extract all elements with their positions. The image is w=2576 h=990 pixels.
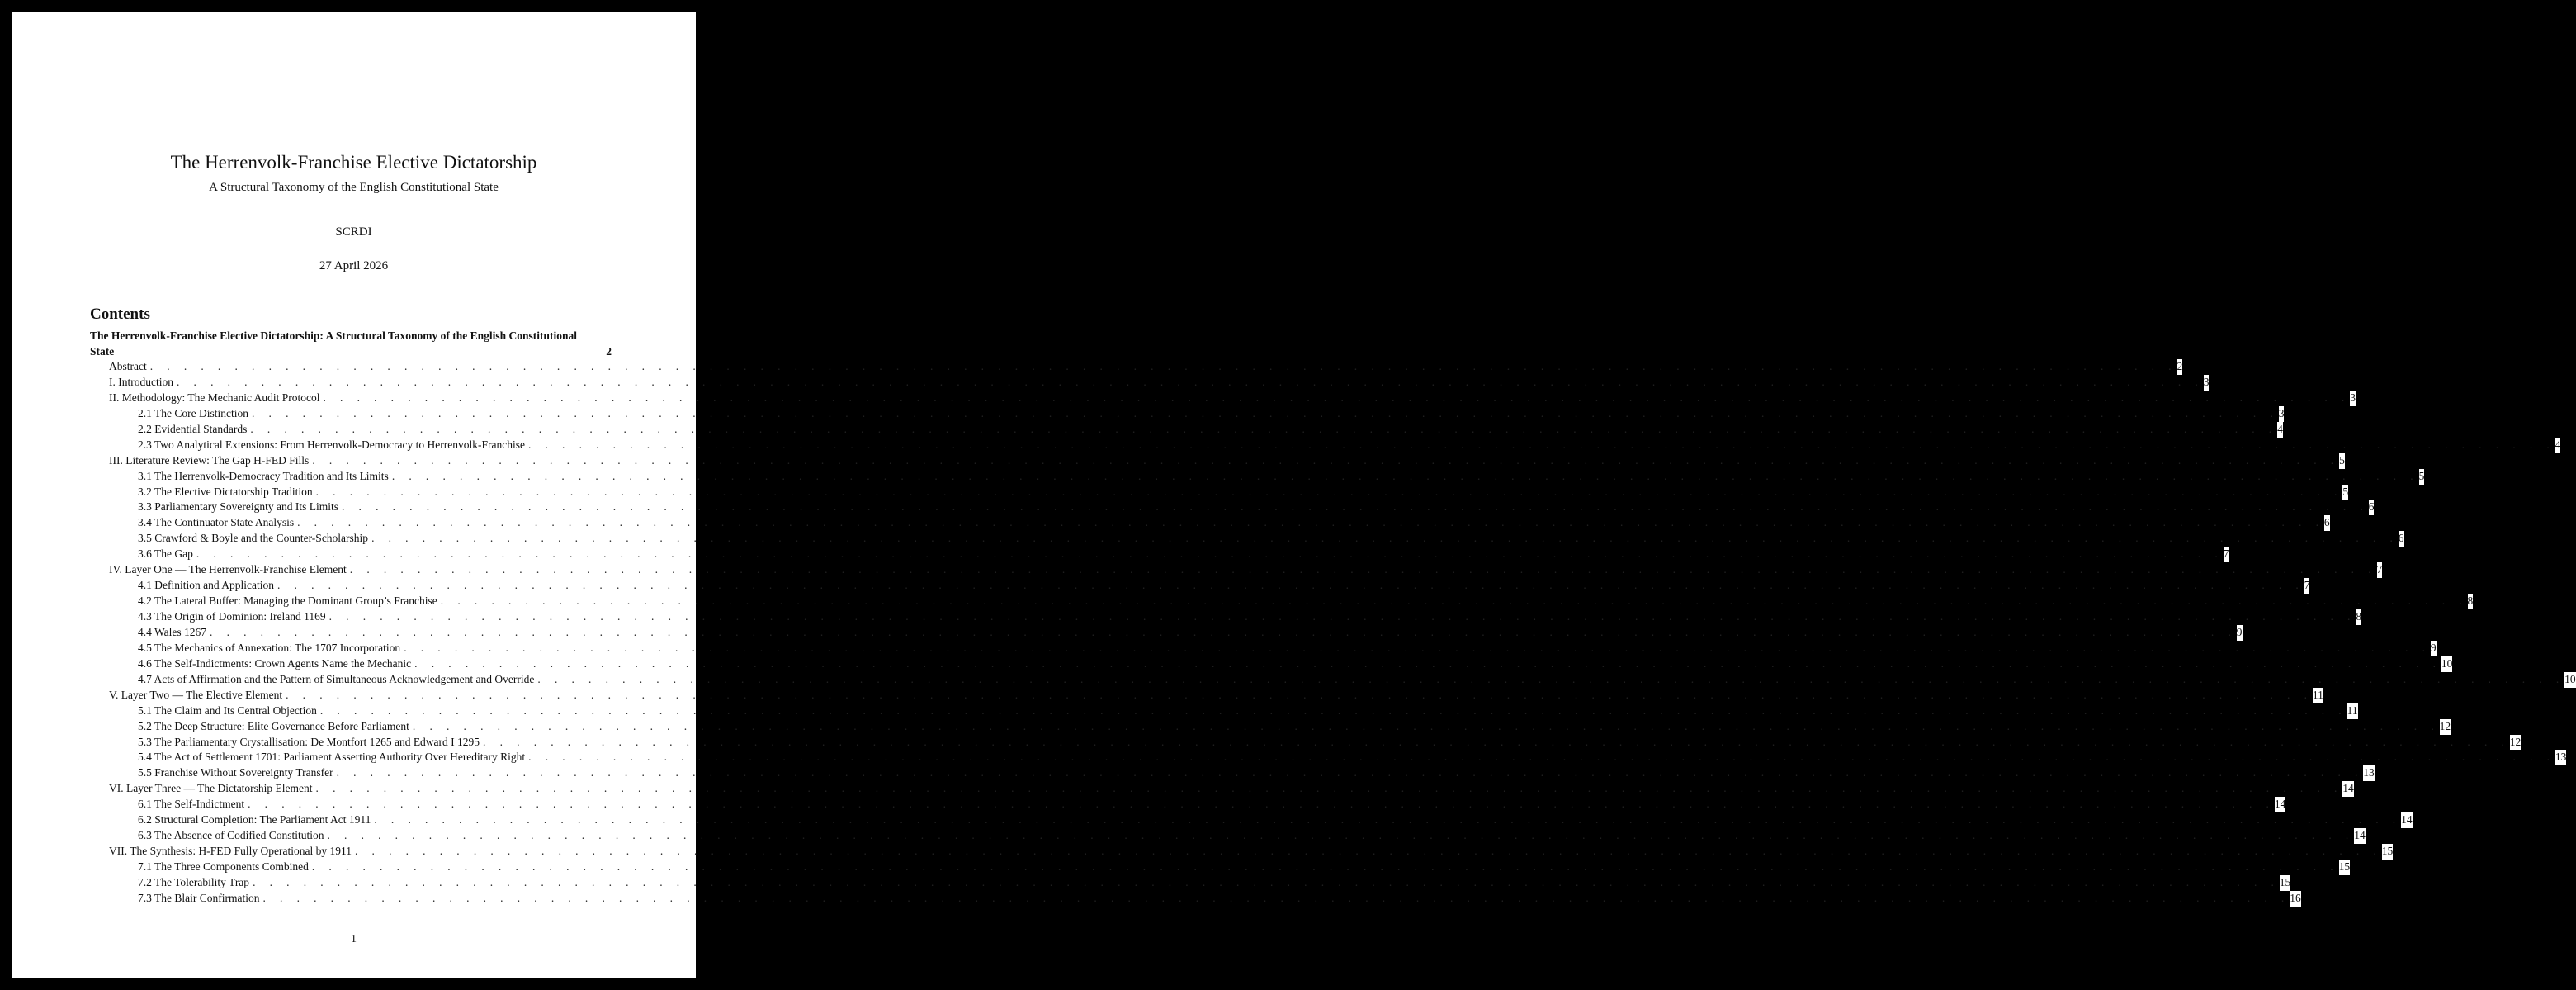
toc-entry-title: 3.3 Parliamentary Sovereignty and Its Limits xyxy=(138,500,342,515)
toc-entry-page: 10 xyxy=(2441,656,2453,672)
toc-subsection-entry[interactable] xyxy=(90,719,2451,735)
toc-entry-page: 15 xyxy=(2382,844,2394,860)
toc-entry-list xyxy=(90,359,2576,907)
toc-subsection-entry[interactable] xyxy=(90,531,2404,547)
toc-entry-page: 6 xyxy=(2369,500,2375,515)
toc-entry-title: 7.3 The Blair Confirmation xyxy=(138,891,262,907)
toc-entry-page: 13 xyxy=(2555,750,2567,765)
toc-entry-page: 9 xyxy=(2237,625,2243,641)
toc-entry-page: 7 xyxy=(2224,547,2229,562)
toc-entry-page: 14 xyxy=(2342,781,2354,797)
toc-entry-page: 5 xyxy=(2419,469,2425,485)
toc-subsection-entry[interactable] xyxy=(90,765,2375,781)
toc-entry-page: 12 xyxy=(2440,719,2451,735)
toc-entry-title: 4.7 Acts of Affirmation and the Pattern of Simultaneous Acknowledgement and Override xyxy=(138,672,537,688)
toc-entry-page: 11 xyxy=(2347,703,2358,719)
toc-subsection-entry[interactable] xyxy=(90,625,2243,641)
toc-dot-leader: . . . . . . . . . . . . . . . . . . . . . . . . . . . . . . . . . . . . . . . . . . . . . . . . . . . . . . . . . . . . . . . . . . . . . . . . . . . . . . . . . . . . . . . . . . . . . . . . . . . . . . . . . . . . . . . . . . . . . . . . xyxy=(440,594,2468,608)
toc-part-page: 2 xyxy=(606,345,612,358)
toc-entry-title: 3.5 Crawford & Boyle and the Counter-Scholarship xyxy=(138,531,371,547)
toc-entry-title: 4.3 The Origin of Dominion: Ireland 1169 xyxy=(138,609,329,625)
toc-dot-leader: . . . . . . . . . . . . . . . . . . . . . . . . . . . . . . . . . . . . . . . . . . . . . . . . . . . . . . . . . . . . . . . . . . . . . . . . . . . . . . . . . . . . . . . . . . . . . . . . . . . . . . . . . . . . . . . . . . . . . . . . xyxy=(319,703,2347,717)
toc-subsection-entry[interactable] xyxy=(90,735,2522,751)
toc-section-entry[interactable] xyxy=(90,844,2394,860)
toc-dot-leader: . . . . . . . . . . . . . . . . . . . . . . . . . . . . . . . . . . . . . . . . . . . . . . . . . . . . . . . . . . . . . . . . . . . . . . . . . . . . . . . . . . . . . . . . . . . . . . . . . . . . . . . . . . . . . . . . . . . . . . . . xyxy=(341,500,2369,514)
toc-entry-page: 7 xyxy=(2377,562,2383,578)
toc-section-entry[interactable] xyxy=(90,375,2210,391)
toc-subsection-entry[interactable] xyxy=(90,875,2291,891)
toc-dot-leader: . . . . . . . . . . . . . . . . . . . . . . . . . . . . . . . . . . . . . . . . . . . . . . . . . . . . . . . . . . . . . . . . . . . . . . . . . . . . . . . . . . . . . . . . . . . . . . . . . . . . . . . . . . . . . . . . . . . . . . . . xyxy=(149,360,2177,372)
toc-section-entry[interactable] xyxy=(90,562,2383,578)
toc-entry-page: 3 xyxy=(2350,391,2356,406)
toc-dot-leader: . . . . . . . . . . . . . . . . . . . . . . . . . . . . . . . . . . . . . . . . . . . . . . . . . . . . . . . . . . . . . . . . . . . . . . . . . . . . . . . . . . . . . . . . . . . . . . . . . . . . . . . . . . . . . . . . . . . . . . . . xyxy=(286,688,2313,701)
toc-entry-page: 4 xyxy=(2555,438,2561,453)
toc-dot-leader: . . . . . . . . . . . . . . . . . . . . . . . . . . . . . . . . . . . . . . . . . . . . . . . . . . . . . . . . . . . . . . . . . . . . . . . . . . . . . . . . . . . . . . . . . . . . . . . . . . . . . . . . . . . . . . . . . . . . . . . . xyxy=(210,625,2237,638)
toc-subsection-entry[interactable] xyxy=(90,515,2330,531)
toc-subsection-entry[interactable] xyxy=(90,860,2351,875)
toc-entry-title: 3.1 The Herrenvolk-Democracy Tradition and Its Limits xyxy=(138,469,392,485)
toc-dot-leader: . . . . . . . . . . . . . . . . . . . . . . . . . . . . . . . . . . . . . . . . . . . . . . . . . . . . . . . . . . . . . . . . . . . . . . . . . . . . . . . . . . . . . . . . . . . . . . . . . . . . . . . . . . . . . . . . . . . . . . . . xyxy=(262,891,2290,904)
toc-entry-title: 6.1 The Self-Indictment xyxy=(138,797,248,812)
toc-dot-leader: . . . . . . . . . . . . . . . . . . . . . . . . . . . . . . . . . . . . . . . . . . . . . . . . . . . . . . . . . . . . . . . . . . . . . . . . . . . . . . . . . . . . . . . . . . . . . . . . . . . . . . . . . . . . . . . . . . . . . . . . xyxy=(253,875,2280,888)
toc-entry-page: 4 xyxy=(2277,422,2283,438)
toc-dot-leader: . . . . . . . . . . . . . . . . . . . . . . . . . . . . . . . . . . . . . . . . . . . . . . . . . . . . . . . . . . . . . . . . . . . . . . . . . . . . . . . . . . . . . . . . . . . . . . . . . . . . . . . . . . . . . . . . . . . . . . . . xyxy=(528,751,2555,764)
toc-entry-page: 6 xyxy=(2399,531,2404,547)
toc-entry-page: 3 xyxy=(2279,406,2285,422)
toc-entry-page: 8 xyxy=(2356,609,2361,625)
table-of-contents xyxy=(90,328,2576,907)
toc-entry-page: 11 xyxy=(2313,688,2323,703)
toc-entry-title: 4.4 Wales 1267 xyxy=(138,625,210,641)
toc-dot-leader: . . . . . . . . . . . . . . . . . . . . . . . . . . . . . . . . . . . . . . . . . . . . . . . . . . . . . . . . . . . . . . . . . . . . . . . . . . . . . . . . . . . . . . . . . . . . . . . . . . . . . . . . . . . . . . . . . . . . . . . . xyxy=(412,719,2440,732)
toc-subsection-entry[interactable] xyxy=(90,891,2301,907)
toc-entry-title: 4.6 The Self-Indictments: Crown Agents Name the Mechanic xyxy=(138,656,414,672)
toc-dot-leader: . . . . . . . . . . . . . . . . . . . . . . . . . . . . . . . . . . . . . . . . . . . . . . . . . . . . . . . . . . . . . . . . . . . . . . . . . . . . . . . . . . . . . . . . . . . . . . . . . . . . . . . . . . . . . . . . . . . . . . . . xyxy=(315,485,2343,498)
toc-dot-leader: . . . . . . . . . . . . . . . . . . . . . . . . . . . . . . . . . . . . . . . . . . . . . . . . . . . . . . . . . . . . . . . . . . . . . . . . . . . . . . . . . . . . . . . . . . . . . . . . . . . . . . . . . . . . . . . . . . . . . . . . xyxy=(404,641,2431,654)
toc-subsection-entry[interactable] xyxy=(90,469,2425,485)
toc-entry-page: 9 xyxy=(2431,641,2437,656)
toc-entry-title: 5.3 The Parliamentary Crystallisation: De Montfort 1265 and Edward I 1295 xyxy=(138,735,483,751)
toc-dot-leader: . . . . . . . . . . . . . . . . . . . . . . . . . . . . . . . . . . . . . . . . . . . . . . . . . . . . . . . . . . . . . . . . . . . . . . . . . . . . . . . . . . . . . . . . . . . . . . . . . . . . . . . . . . . . . . . . . . . . . . . . xyxy=(336,766,2364,779)
toc-entry-page: 8 xyxy=(2468,594,2474,609)
toc-dot-leader: . . . . . . . . . . . . . . . . . . . . . . . . . . . . . . . . . . . . . . . . . . . . . . . . . . . . . . . . . . . . . . . . . . . . . . . . . . . . . . . . . . . . . . . . . . . . . . . . . . . . . . . . . . . . . . . . . . . . . . . . xyxy=(250,422,2278,435)
toc-entry-title: III. Literature Review: The Gap H-FED Fills xyxy=(109,453,312,469)
toc-entry-title: V. Layer Two — The Elective Element xyxy=(109,688,286,703)
document-date: 27 April 2026 xyxy=(319,259,389,272)
toc-entry-title: 6.2 Structural Completion: The Parliament Act 1911 xyxy=(138,812,374,828)
toc-subsection-entry[interactable] xyxy=(90,594,2474,609)
toc-subsection-entry[interactable] xyxy=(90,750,2567,765)
toc-entry-title: 5.4 The Act of Settlement 1701: Parliament Asserting Authority Over Hereditary Right xyxy=(138,750,528,765)
toc-section-entry[interactable] xyxy=(90,391,2356,406)
toc-dot-leader: . . . . . . . . . . . . . . . . . . . . . . . . . . . . . . . . . . . . . . . . . . . . . . . . . . . . . . . . . . . . . . . . . . . . . . . . . . . . . . . . . . . . . . . . . . . . . . . . . . . . . . . . . . . . . . . . . . . . . . . . xyxy=(277,579,2304,592)
toc-entry-page: 14 xyxy=(2275,797,2286,812)
toc-entry-page: 5 xyxy=(2342,485,2348,500)
toc-dot-leader: . . . . . . . . . . . . . . . . . . . . . . . . . . . . . . . . . . . . . . . . . . . . . . . . . . . . . . . . . . . . . . . . . . . . . . . . . . . . . . . . . . . . . . . . . . . . . . . . . . . . . . . . . . . . . . . . . . . . . . . . xyxy=(414,656,2441,670)
toc-entry-title: 7.1 The Three Components Combined xyxy=(138,860,312,875)
toc-dot-leader: . . . . . . . . . . . . . . . . . . . . . . . . . . . . . . . . . . . . . . . . . . . . . . . . . . . . . . . . . . . . . . . . . . . . . . . . . . . . . . . . . . . . . . . . . . . . . . . . . . . . . . . . . . . . . . . . . . . . . . . . xyxy=(371,532,2399,545)
toc-entry-title: 5.2 The Deep Structure: Elite Governance Before Parliament xyxy=(138,719,413,735)
toc-dot-leader: . . . . . . . . . . . . . . . . . . . . . . . . . . . . . . . . . . . . . . . . . . . . . . . . . . . . . . . . . . . . . . . . . . . . . . . . . . . . . . . . . . . . . . . . . . . . . . . . . . . . . . . . . . . . . . . . . . . . . . . . xyxy=(537,672,2565,685)
toc-subsection-entry[interactable] xyxy=(90,500,2375,515)
toc-entry-title: 6.3 The Absence of Codified Constitution xyxy=(138,828,327,844)
toc-dot-leader: . . . . . . . . . . . . . . . . . . . . . . . . . . . . . . . . . . . . . . . . . . . . . . . . . . . . . . . . . . . . . . . . . . . . . . . . . . . . . . . . . . . . . . . . . . . . . . . . . . . . . . . . . . . . . . . . . . . . . . . . xyxy=(311,860,2339,873)
toc-entry-title: I. Introduction xyxy=(109,375,177,391)
toc-entry-page: 13 xyxy=(2363,765,2375,781)
toc-subsection-entry[interactable] xyxy=(90,406,2285,422)
toc-section-entry[interactable] xyxy=(90,781,2354,797)
toc-entry-title: IV. Layer One — The Herrenvolk-Franchise Element xyxy=(109,562,350,578)
toc-subsection-entry[interactable] xyxy=(90,812,2413,828)
toc-dot-leader: . . . . . . . . . . . . . . . . . . . . . . . . . . . . . . . . . . . . . . . . . . . . . . . . . . . . . . . . . . . . . . . . . . . . . . . . . . . . . . . . . . . . . . . . . . . . . . . . . . . . . . . . . . . . . . . . . . . . . . . . xyxy=(483,735,2510,748)
toc-entry-title: 3.4 The Continuator State Analysis xyxy=(138,515,297,531)
toc-dot-leader: . . . . . . . . . . . . . . . . . . . . . . . . . . . . . . . . . . . . . . . . . . . . . . . . . . . . . . . . . . . . . . . . . . . . . . . . . . . . . . . . . . . . . . . . . . . . . . . . . . . . . . . . . . . . . . . . . . . . . . . . xyxy=(527,438,2555,451)
toc-dot-leader: . . . . . . . . . . . . . . . . . . . . . . . . . . . . . . . . . . . . . . . . . . . . . . . . . . . . . . . . . . . . . . . . . . . . . . . . . . . . . . . . . . . . . . . . . . . . . . . . . . . . . . . . . . . . . . . . . . . . . . . . xyxy=(327,829,2355,842)
toc-subsection-entry[interactable] xyxy=(90,656,2453,672)
toc-dot-leader: . . . . . . . . . . . . . . . . . . . . . . . . . . . . . . . . . . . . . . . . . . . . . . . . . . . . . . . . . . . . . . . . . . . . . . . . . . . . . . . . . . . . . . . . . . . . . . . . . . . . . . . . . . . . . . . . . . . . . . . . xyxy=(196,547,2224,561)
toc-entry-title: VII. The Synthesis: H-FED Fully Operational by 1911 xyxy=(109,844,355,860)
toc-entry-page: 10 xyxy=(2564,672,2576,688)
toc-subsection-entry[interactable] xyxy=(90,578,2310,594)
toc-subsection-entry[interactable] xyxy=(90,438,2561,453)
toc-dot-leader: . . . . . . . . . . . . . . . . . . . . . . . . . . . . . . . . . . . . . . . . . . . . . . . . . . . . . . . . . . . . . . . . . . . . . . . . . . . . . . . . . . . . . . . . . . . . . . . . . . . . . . . . . . . . . . . . . . . . . . . . xyxy=(354,845,2382,858)
toc-dot-leader: . . . . . . . . . . . . . . . . . . . . . . . . . . . . . . . . . . . . . . . . . . . . . . . . . . . . . . . . . . . . . . . . . . . . . . . . . . . . . . . . . . . . . . . . . . . . . . . . . . . . . . . . . . . . . . . . . . . . . . . . xyxy=(323,391,2351,404)
toc-entry-title: 4.2 The Lateral Buffer: Managing the Dominant Group’s Franchise xyxy=(138,594,441,609)
toc-subsection-entry[interactable] xyxy=(90,828,2366,844)
toc-entry-page: 15 xyxy=(2339,860,2351,875)
toc-subsection-entry[interactable] xyxy=(90,485,2349,500)
document-title: The Herrenvolk-Franchise Elective Dictatorship xyxy=(170,152,537,173)
contents-heading: Contents xyxy=(90,306,150,323)
toc-entry-page: 6 xyxy=(2324,515,2330,531)
toc-entry-title: 5.5 Franchise Without Sovereignty Transfer xyxy=(138,765,337,781)
toc-entry-page: 7 xyxy=(2304,578,2310,594)
toc-entry-title: 2.1 The Core Distinction xyxy=(138,406,252,422)
toc-dot-leader: . . . . . . . . . . . . . . . . . . . . . . . . . . . . . . . . . . . . . . . . . . . . . . . . . . . . . . . . . . . . . . . . . . . . . . . . . . . . . . . . . . . . . . . . . . . . . . . . . . . . . . . . . . . . . . . . . . . . . . . . xyxy=(252,406,2279,419)
toc-dot-leader: . . . . . . . . . . . . . . . . . . . . . . . . . . . . . . . . . . . . . . . . . . . . . . . . . . . . . . . . . . . . . . . . . . . . . . . . . . . . . . . . . . . . . . . . . . . . . . . . . . . . . . . . . . . . . . . . . . . . . . . . xyxy=(315,782,2343,795)
toc-subsection-entry[interactable] xyxy=(90,609,2362,625)
toc-dot-leader: . . . . . . . . . . . . . . . . . . . . . . . . . . . . . . . . . . . . . . . . . . . . . . . . . . . . . . . . . . . . . . . . . . . . . . . . . . . . . . . . . . . . . . . . . . . . . . . . . . . . . . . . . . . . . . . . . . . . . . . . xyxy=(391,469,2419,482)
toc-entry-page: 12 xyxy=(2510,735,2522,751)
toc-entry-title: 2.2 Evidential Standards xyxy=(138,422,250,438)
toc-entry-page: 3 xyxy=(2204,375,2210,391)
toc-entry-title: II. Methodology: The Mechanic Audit Protocol xyxy=(109,391,323,406)
toc-subsection-entry[interactable] xyxy=(90,547,2229,562)
toc-section-entry[interactable] xyxy=(90,359,2183,375)
toc-entry-title: 3.2 The Elective Dictatorship Tradition xyxy=(138,485,316,500)
toc-entry-page: 5 xyxy=(2339,453,2345,469)
document-author: SCRDI xyxy=(335,225,372,239)
toc-dot-leader: . . . . . . . . . . . . . . . . . . . . . . . . . . . . . . . . . . . . . . . . . . . . . . . . . . . . . . . . . . . . . . . . . . . . . . . . . . . . . . . . . . . . . . . . . . . . . . . . . . . . . . . . . . . . . . . . . . . . . . . . xyxy=(349,563,2377,576)
toc-entry-page: 16 xyxy=(2290,891,2301,907)
toc-entry-title: 4.1 Definition and Application xyxy=(138,578,277,594)
toc-section-entry[interactable] xyxy=(90,688,2323,703)
toc-subsection-entry[interactable] xyxy=(90,672,2576,688)
toc-part-title: The Herrenvolk-Franchise Elective Dictatorship: A Structural Taxonomy of the English Constitutional State xyxy=(90,329,578,358)
toc-entry-page: 15 xyxy=(2280,875,2291,891)
toc-entry-page: 14 xyxy=(2401,812,2413,828)
toc-entry-title: 3.6 The Gap xyxy=(138,547,196,562)
toc-section-entry[interactable] xyxy=(90,453,2345,469)
toc-entry-title: VI. Layer Three — The Dictatorship Element xyxy=(109,781,316,797)
toc-dot-leader: . . . . . . . . . . . . . . . . . . . . . . . . . . . . . . . . . . . . . . . . . . . . . . . . . . . . . . . . . . . . . . . . . . . . . . . . . . . . . . . . . . . . . . . . . . . . . . . . . . . . . . . . . . . . . . . . . . . . . . . . xyxy=(374,813,2402,827)
toc-dot-leader: . . . . . . . . . . . . . . . . . . . . . . . . . . . . . . . . . . . . . . . . . . . . . . . . . . . . . . . . . . . . . . . . . . . . . . . . . . . . . . . . . . . . . . . . . . . . . . . . . . . . . . . . . . . . . . . . . . . . . . . . xyxy=(328,610,2356,623)
toc-entry-title: Abstract xyxy=(109,359,150,375)
toc-entry-title: 4.5 The Mechanics of Annexation: The 1707 Incorporation xyxy=(138,641,404,656)
toc-entry-title: 5.1 The Claim and Its Central Objection xyxy=(138,703,320,719)
toc-entry-title: 2.3 Two Analytical Extensions: From Herrenvolk-Democracy to Herrenvolk-Franchise xyxy=(138,438,528,453)
toc-dot-leader: . . . . . . . . . . . . . . . . . . . . . . . . . . . . . . . . . . . . . . . . . . . . . . . . . . . . . . . . . . . . . . . . . . . . . . . . . . . . . . . . . . . . . . . . . . . . . . . . . . . . . . . . . . . . . . . . . . . . . . . . xyxy=(248,798,2275,811)
toc-entry-page: 14 xyxy=(2354,828,2366,844)
toc-subsection-entry[interactable] xyxy=(90,641,2437,656)
toc-subsection-entry[interactable] xyxy=(90,797,2286,812)
toc-entry-page: 2 xyxy=(2177,359,2182,375)
document-page xyxy=(12,12,2576,978)
toc-dot-leader: . . . . . . . . . . . . . . . . . . . . . . . . . . . . . . . . . . . . . . . . . . . . . . . . . . . . . . . . . . . . . . . . . . . . . . . . . . . . . . . . . . . . . . . . . . . . . . . . . . . . . . . . . . . . . . . . . . . . . . . . xyxy=(176,375,2204,388)
toc-dot-leader: . . . . . . . . . . . . . . . . . . . . . . . . . . . . . . . . . . . . . . . . . . . . . . . . . . . . . . . . . . . . . . . . . . . . . . . . . . . . . . . . . . . . . . . . . . . . . . . . . . . . . . . . . . . . . . . . . . . . . . . . xyxy=(297,516,2324,529)
toc-entry-title: 7.2 The Tolerability Trap xyxy=(138,875,253,891)
toc-subsection-entry[interactable] xyxy=(90,703,2358,719)
document-subtitle: A Structural Taxonomy of the English Constitutional State xyxy=(209,181,499,194)
toc-subsection-entry[interactable] xyxy=(90,422,2283,438)
page-number: 1 xyxy=(351,933,357,945)
toc-dot-leader: . . . . . . . . . . . . . . . . . . . . . . . . . . . . . . . . . . . . . . . . . . . . . . . . . . . . . . . . . . . . . . . . . . . . . . . . . . . . . . . . . . . . . . . . . . . . . . . . . . . . . . . . . . . . . . . . . . . . . . . . xyxy=(312,453,2340,467)
toc-part-entry[interactable] xyxy=(90,328,612,359)
